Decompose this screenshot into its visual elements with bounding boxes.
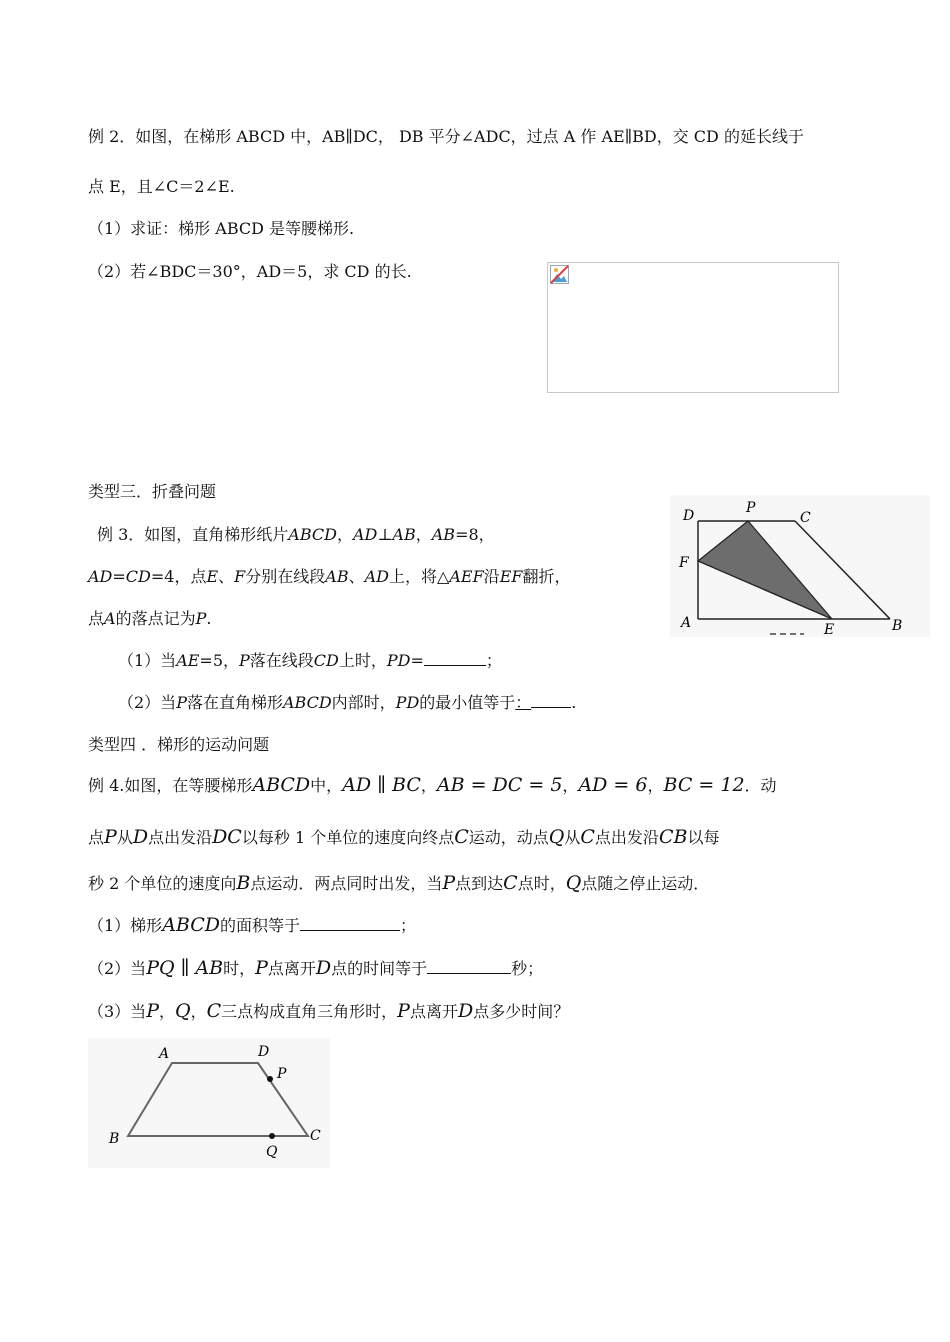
text: 的最小值等于 bbox=[419, 693, 516, 712]
text: 上，将△ bbox=[389, 567, 450, 586]
ex4-question2 bbox=[88, 958, 543, 979]
text: 点出发沿 bbox=[594, 828, 659, 847]
text: = bbox=[112, 567, 126, 586]
text: 的落点记为 bbox=[115, 609, 196, 628]
text: 翻折， bbox=[522, 567, 571, 586]
broken-image-icon bbox=[550, 265, 569, 284]
text: ， bbox=[420, 776, 437, 795]
ex3-question1 bbox=[118, 651, 502, 671]
var: EF bbox=[499, 567, 523, 586]
answer-blank[interactable] bbox=[300, 916, 400, 931]
ex3-line1 bbox=[97, 525, 495, 545]
math: AD = 6 bbox=[578, 774, 648, 796]
text: 例 3．如图，直角梯形纸片 bbox=[97, 525, 289, 544]
math: P bbox=[255, 957, 268, 979]
label-D: D bbox=[258, 1044, 270, 1060]
text: ， bbox=[336, 525, 353, 544]
label-A: A bbox=[681, 615, 692, 631]
text: =8， bbox=[455, 525, 495, 544]
text: ： bbox=[515, 693, 532, 712]
var: AB bbox=[325, 567, 349, 586]
var: P bbox=[195, 609, 207, 628]
var: AE bbox=[176, 651, 200, 670]
math: P bbox=[397, 1000, 410, 1022]
text: ， bbox=[190, 1002, 207, 1021]
label-E: E bbox=[824, 622, 835, 637]
var: AD bbox=[352, 525, 378, 544]
text: 点多少时间？ bbox=[473, 1002, 570, 1021]
math: ABCD bbox=[252, 774, 311, 796]
text: 落在线段 bbox=[249, 651, 314, 670]
text: ， bbox=[415, 525, 432, 544]
text: 秒； bbox=[511, 959, 544, 978]
ex4-line2 bbox=[88, 827, 719, 848]
answer-blank[interactable] bbox=[424, 651, 486, 666]
math: P bbox=[442, 872, 456, 894]
text: 上时， bbox=[338, 651, 387, 670]
var: E bbox=[206, 567, 219, 586]
text: 点到达 bbox=[455, 874, 504, 893]
label-Q: Q bbox=[266, 1144, 278, 1160]
var: A bbox=[104, 609, 116, 628]
math: Q bbox=[175, 1000, 191, 1022]
text: . bbox=[206, 609, 212, 628]
math: P bbox=[104, 826, 117, 848]
text: =4，点 bbox=[150, 567, 207, 586]
math: C bbox=[206, 1000, 222, 1022]
ex2-figure-placeholder bbox=[547, 262, 839, 393]
var: AB bbox=[431, 525, 456, 544]
text: 点出发沿 bbox=[148, 828, 213, 847]
label-A: A bbox=[159, 1046, 170, 1062]
text: 点 bbox=[88, 828, 105, 847]
ex3-line2 bbox=[88, 567, 570, 587]
text: 以每秒 1 个单位的速度向终点 bbox=[241, 828, 455, 847]
label-C: C bbox=[310, 1128, 321, 1144]
text: 、 bbox=[348, 567, 365, 586]
answer-blank[interactable] bbox=[427, 959, 511, 974]
text: ， bbox=[158, 1002, 175, 1021]
math: PQ ∥ AB bbox=[146, 957, 224, 979]
ex3-line3 bbox=[88, 609, 211, 629]
point-Q bbox=[269, 1133, 275, 1139]
text: 点随之停止运动． bbox=[581, 874, 710, 893]
math: AD ∥ BC bbox=[342, 774, 421, 796]
math: C bbox=[503, 872, 518, 894]
var: AB bbox=[392, 525, 416, 544]
ex4-line3 bbox=[88, 873, 709, 894]
var: ABCD bbox=[282, 693, 332, 712]
label-B: B bbox=[892, 618, 903, 634]
ex4-question3 bbox=[88, 1001, 569, 1022]
var: PD bbox=[386, 651, 411, 670]
var: P bbox=[176, 693, 187, 712]
type4-heading: 类型四 ．梯形的运动问题 bbox=[88, 735, 270, 754]
ex2-question1: （1）求证：梯形 ABCD 是等腰梯形. bbox=[88, 219, 355, 238]
math: D bbox=[132, 826, 149, 848]
text: . bbox=[571, 693, 577, 712]
ex4-line1 bbox=[88, 775, 777, 796]
text: 落在直角梯形 bbox=[186, 693, 283, 712]
label-B: B bbox=[109, 1131, 120, 1147]
text: 点 bbox=[88, 609, 105, 628]
math: DC bbox=[212, 826, 242, 848]
text: ， bbox=[647, 776, 664, 795]
var: P bbox=[239, 651, 250, 670]
var: ABCD bbox=[288, 525, 337, 544]
text: 从 bbox=[564, 828, 581, 847]
ex3-question2 bbox=[118, 693, 576, 713]
text: （2）当 bbox=[88, 959, 147, 978]
text: 点时， bbox=[517, 874, 566, 893]
var: CD bbox=[125, 567, 151, 586]
text: 的面积等于 bbox=[220, 916, 301, 935]
math: Q bbox=[565, 872, 582, 894]
ex2-line1: 例 2．如图，在梯形 ABCD 中，AB∥DC， DB 平分∠ADC，过点 A 作 AE∥BD，交 CD 的延长线于 bbox=[88, 127, 804, 146]
label-D: D bbox=[683, 508, 695, 524]
text: （1）梯形 bbox=[88, 916, 163, 935]
math: D bbox=[315, 957, 332, 979]
text: （1）当 bbox=[118, 651, 177, 670]
text: =5， bbox=[199, 651, 240, 670]
var: CD bbox=[313, 651, 339, 670]
var: AD bbox=[88, 567, 113, 586]
text: 秒 2 个单位的速度向 bbox=[88, 874, 237, 893]
text: 时， bbox=[223, 959, 256, 978]
text: （2）当 bbox=[118, 693, 177, 712]
text: 中， bbox=[310, 776, 343, 795]
text: ⊥ bbox=[377, 525, 393, 544]
math: AB = DC = 5 bbox=[436, 774, 563, 796]
figure-background bbox=[88, 1038, 330, 1168]
type3-heading: 类型三．折叠问题 bbox=[88, 482, 217, 501]
text: 点离开 bbox=[267, 959, 316, 978]
ex4-figure bbox=[88, 1038, 330, 1168]
text: 运动，动点 bbox=[468, 828, 549, 847]
ex2-question2: （2）若∠BDC＝30°，AD＝5，求 CD 的长. bbox=[88, 262, 412, 281]
ex4-question1 bbox=[88, 915, 416, 936]
var: PD bbox=[395, 693, 420, 712]
label-P: P bbox=[277, 1066, 287, 1082]
text: ； bbox=[400, 916, 417, 935]
var: AEF bbox=[449, 567, 484, 586]
math: C bbox=[454, 826, 469, 848]
text: ； bbox=[485, 651, 502, 670]
text: = bbox=[410, 651, 424, 670]
text: 点的时间等于 bbox=[331, 959, 428, 978]
math: B bbox=[236, 872, 251, 894]
label-C: C bbox=[800, 510, 811, 526]
math: Q bbox=[548, 826, 565, 848]
text: 内部时， bbox=[331, 693, 396, 712]
answer-blank[interactable] bbox=[531, 693, 571, 708]
text: （3）当 bbox=[88, 1002, 147, 1021]
point-P bbox=[267, 1076, 273, 1082]
var: AD bbox=[364, 567, 390, 586]
math: P bbox=[146, 1000, 159, 1022]
ex2-line2: 点 E，且∠C＝2∠E. bbox=[88, 177, 235, 196]
label-F: F bbox=[679, 555, 689, 571]
label-P: P bbox=[746, 500, 756, 516]
math: ABCD bbox=[162, 914, 220, 936]
text: 三点构成直角三角形时， bbox=[221, 1002, 398, 1021]
text: 从 bbox=[116, 828, 133, 847]
text: 点离开 bbox=[409, 1002, 458, 1021]
text: ．动 bbox=[744, 776, 777, 795]
text: 例 4.如图，在等腰梯形 bbox=[88, 776, 253, 795]
text: 沿 bbox=[483, 567, 500, 586]
ex3-figure bbox=[670, 495, 930, 637]
text: 点运动．两点同时出发，当 bbox=[250, 874, 443, 893]
text: 、 bbox=[218, 567, 235, 586]
text: 分别在线段 bbox=[245, 567, 326, 586]
math: C bbox=[580, 826, 595, 848]
text: ， bbox=[562, 776, 579, 795]
math: D bbox=[457, 1000, 474, 1022]
text: 以每 bbox=[687, 828, 720, 847]
var: F bbox=[234, 567, 246, 586]
math: BC = 12 bbox=[663, 774, 745, 796]
math: CB bbox=[658, 826, 688, 848]
